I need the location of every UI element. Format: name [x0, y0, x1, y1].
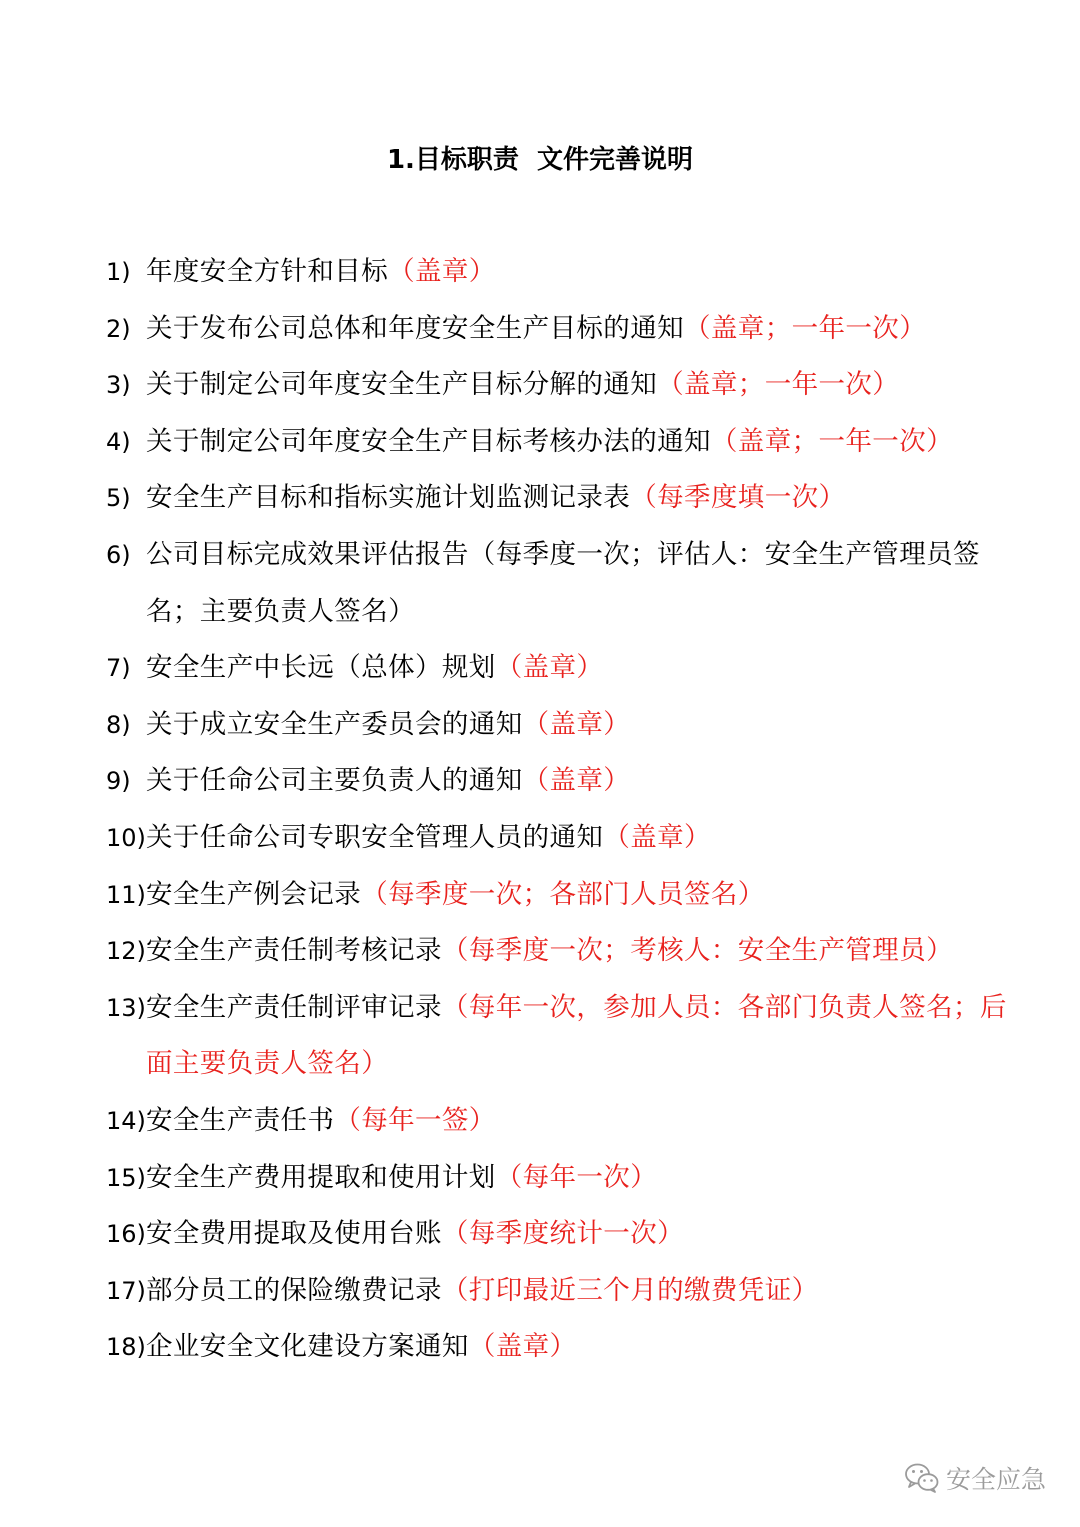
wechat-icon: [904, 1462, 940, 1494]
item-number: 17): [106, 1276, 146, 1305]
list-item: [106, 1206, 1016, 1263]
item-note: （盖章）: [603, 821, 711, 853]
list-item: [106, 414, 1016, 471]
item-text: 安全生产目标和指标实施计划监测记录表: [146, 482, 631, 514]
item-content: [146, 1206, 1016, 1263]
item-content: [146, 697, 1016, 754]
item-text: 安全生产费用提取和使用计划: [146, 1161, 496, 1193]
item-text: 关于制定公司年度安全生产目标分解的通知: [146, 369, 658, 401]
item-text: 关于制定公司年度安全生产目标考核办法的通知: [146, 425, 711, 457]
item-note: （盖章）: [522, 765, 631, 797]
list-item: [106, 527, 1016, 640]
item-text: 安全费用提取及使用台账: [146, 1218, 442, 1250]
list-item: [106, 867, 1016, 924]
item-content: [146, 753, 1016, 810]
item-note: （盖章）: [495, 652, 604, 684]
item-text: 关于发布公司总体和年度安全生产目标的通知: [146, 312, 684, 344]
item-note: （盖章）: [468, 1331, 577, 1363]
item-number: 14): [106, 1106, 146, 1135]
item-content: [146, 640, 1016, 697]
item-number: 5): [106, 484, 131, 513]
item-note: （每季度填一次）: [630, 482, 846, 514]
item-note: （盖章）: [388, 256, 496, 287]
list-item: [106, 1093, 1016, 1150]
document-title: 1.目标职责 文件完善说明: [386, 145, 694, 175]
item-number: 15): [106, 1163, 146, 1192]
item-list: [106, 244, 1016, 1376]
item-text: 安全生产责任制考核记录: [146, 935, 442, 967]
item-content: [146, 527, 1016, 640]
list-item: [106, 980, 1016, 1093]
watermark-text: 安全应急: [945, 1465, 1046, 1494]
item-note: （每季度一次；考核人：安全生产管理员）: [441, 935, 954, 967]
list-item: [106, 810, 1016, 867]
item-number: 2): [106, 314, 131, 343]
item-text: 关于任命公司主要负责人的通知: [146, 765, 523, 797]
item-text: 部分员工的保险缴费记录: [146, 1274, 442, 1306]
list-item: [106, 640, 1016, 697]
item-number: 6): [106, 540, 131, 569]
item-number: 1): [106, 258, 131, 286]
item-text: 公司目标完成效果评估报告（每季度一次；评估人：安全生产管理员签名；主要负责人签名）: [146, 538, 980, 627]
item-note: （盖章；一年一次）: [657, 369, 900, 401]
item-content: [146, 980, 1016, 1093]
item-note: （盖章）: [522, 708, 631, 740]
list-item: [106, 923, 1016, 980]
item-text: 关于成立安全生产委员会的通知: [146, 708, 523, 740]
list-item: [106, 1150, 1016, 1207]
item-content: [146, 244, 1016, 301]
item-content: [146, 470, 1016, 527]
item-note: （每季度一次；各部门人员签名）: [361, 878, 765, 910]
item-text: 安全生产例会记录: [146, 878, 362, 910]
item-content: [146, 867, 1016, 924]
list-item: [106, 357, 1016, 414]
item-note: （盖章；一年一次）: [710, 425, 954, 457]
item-content: [146, 414, 1016, 471]
item-note: （每年一次，参加人员：各部门负责人签名；后面主要负责人签名）: [146, 991, 1007, 1080]
item-text: 年度安全方针和目标: [146, 256, 389, 287]
list-item: [106, 1319, 1016, 1376]
item-content: [146, 810, 1016, 867]
item-note: （盖章；一年一次）: [684, 312, 927, 344]
item-number: 12): [106, 937, 146, 966]
item-content: [146, 923, 1016, 980]
item-number: 16): [106, 1220, 146, 1249]
item-note: （每年一次）: [495, 1161, 658, 1193]
list-item: [106, 244, 1016, 301]
list-item: [106, 1263, 1016, 1320]
item-text: 安全生产责任书: [146, 1104, 335, 1136]
item-number: 3): [106, 371, 131, 400]
item-note: （每年一签）: [334, 1104, 496, 1136]
item-content: [146, 1263, 1016, 1320]
item-text: 安全生产中长远（总体）规划: [146, 652, 496, 684]
item-content: [146, 357, 1016, 414]
item-content: [146, 1319, 1016, 1376]
item-number: 18): [106, 1333, 146, 1362]
item-number: 7): [106, 654, 131, 683]
item-number: 9): [106, 767, 131, 796]
item-number: 4): [106, 427, 131, 456]
item-text: 关于任命公司专职安全管理人员的通知: [146, 821, 604, 853]
list-item: [106, 697, 1016, 754]
list-item: [106, 753, 1016, 810]
item-number: 8): [106, 710, 131, 739]
item-number: 13): [106, 993, 146, 1022]
item-note: （打印最近三个月的缴费凭证）: [441, 1274, 819, 1306]
item-number: 10): [106, 823, 146, 852]
watermark: [904, 1458, 1046, 1498]
item-text: 企业安全文化建设方案通知: [146, 1331, 469, 1363]
list-item: [106, 301, 1016, 358]
item-content: [146, 1150, 1016, 1207]
list-item: [106, 470, 1016, 527]
item-number: 11): [106, 880, 146, 909]
item-note: （每季度统计一次）: [441, 1218, 685, 1250]
item-content: [146, 301, 1016, 358]
item-text: 安全生产责任制评审记录: [146, 991, 442, 1023]
item-content: [146, 1093, 1016, 1150]
